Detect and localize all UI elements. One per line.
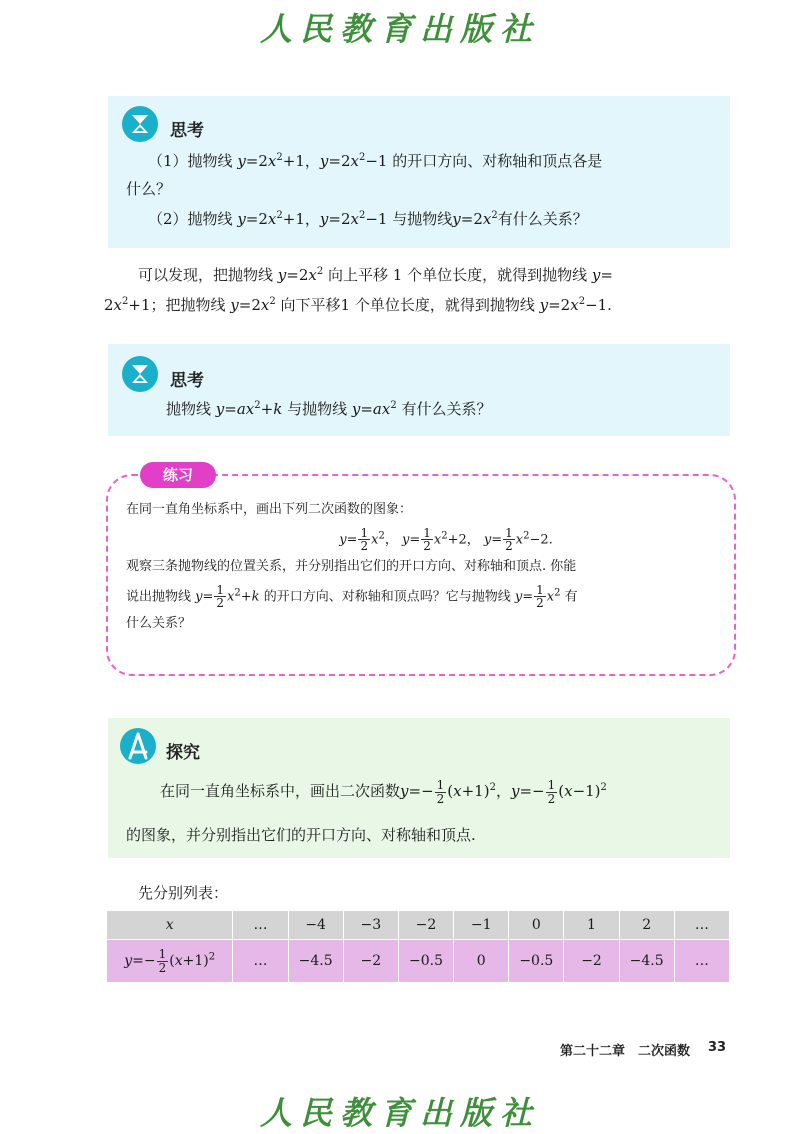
table-cell: −2	[398, 911, 453, 940]
value-table	[106, 910, 730, 983]
practice-observe-3: 什么关系？	[126, 615, 192, 631]
table-cell: −3	[343, 911, 398, 940]
explore-box	[108, 718, 730, 858]
table-cell: −4.5	[288, 940, 343, 983]
practice-observe-2: 说出抛物线 y= $\frac{1}{2}$ $x^2+k$ 的开口方向、对称轴和顶点吗？它与抛物线 y= $\frac{1}{2}$ $x^2$ 有	[126, 582, 578, 611]
practice-label: 练习	[140, 462, 216, 488]
table-header-x: x	[107, 911, 233, 940]
table-cell: −4.5	[619, 940, 674, 983]
practice-functions: y= $\frac{1}{2}$ $x^2$， y= $\frac{1}{2}$ $x^2+2$， y= $\frac{1}{2}$ $x^2-2$.	[339, 525, 553, 554]
table-cell: −2	[564, 940, 619, 983]
think-heading: 思考	[170, 371, 204, 391]
table-cell: …	[233, 911, 288, 940]
think2-question: 抛物线 $y=ax^2+k$ 与抛物线 $y=ax^2$ 有什么关系？	[166, 400, 492, 418]
publisher-watermark-top: 人民教育出版社	[259, 10, 540, 48]
practice-observe-1: 观察三条抛物线的位置关系，并分别指出它们的开口方向、对称轴和顶点. 你能	[126, 558, 577, 574]
table-cell: −0.5	[509, 940, 564, 983]
table-cell: −0.5	[398, 940, 453, 983]
practice-content	[126, 500, 726, 635]
chapter-title: 第二十二章 二次函数	[560, 1044, 691, 1059]
hourglass-icon	[122, 106, 158, 142]
table-cell: …	[674, 911, 729, 940]
table-row-y	[107, 940, 730, 983]
explore-line1: 在同一直角坐标系中，画出二次函数y=− $\frac{1}{2}$ $(x+1)^2$，y=− $\frac{1}{2}$ $(x-1)^2$	[160, 777, 607, 806]
think1-question2: （2）抛物线 $y=2x^2+1$，$y=2x^2-1$ 与抛物线$y=2x^2$有什么关系？	[148, 210, 588, 228]
think1-question1: （1）抛物线 $y=2x^2+1$，$y=2x^2-1$ 的开口方向、对称轴和顶点各是	[148, 152, 603, 170]
table-cell: 0	[454, 940, 509, 983]
practice-intro: 在同一直角坐标系中，画出下列二次函数的图象：	[126, 502, 413, 517]
think-box-1	[108, 96, 730, 248]
explore-line2: 的图象，并分别指出它们的开口方向、对称轴和顶点.	[126, 826, 476, 844]
table-cell: 0	[509, 911, 564, 940]
table-cell: 1	[564, 911, 619, 940]
compass-icon	[120, 728, 156, 764]
table-cell: −4	[288, 911, 343, 940]
think-heading: 思考	[170, 121, 204, 141]
hourglass-icon	[122, 356, 158, 392]
table-intro: 先分别列表：	[138, 884, 229, 902]
table-cell: 2	[619, 911, 674, 940]
publisher-watermark-bottom: 人民教育出版社	[259, 1094, 540, 1132]
page-number: 33	[708, 1040, 727, 1055]
think1-question1-cont: 什么？	[126, 180, 172, 198]
table-cell: −2	[343, 940, 398, 983]
table-cell: …	[233, 940, 288, 983]
discovery-line2: $2x^2+1$；把抛物线 $y=2x^2$ 向下平移1 个单位长度，就得到抛物线 $y=2x^2-1$.	[104, 296, 612, 314]
discovery-line1: 可以发现，把抛物线 $y=2x^2$ 向上平移 1 个单位长度，就得到抛物线 y=	[138, 266, 613, 284]
table-header-y: y=− $\frac{1}{2}$ $(x+1)^2$	[107, 940, 233, 983]
explore-heading: 探究	[166, 743, 200, 763]
think-box-2	[108, 344, 730, 436]
table-cell: …	[674, 940, 729, 983]
table-cell: −1	[454, 911, 509, 940]
table-row-x	[107, 911, 730, 940]
